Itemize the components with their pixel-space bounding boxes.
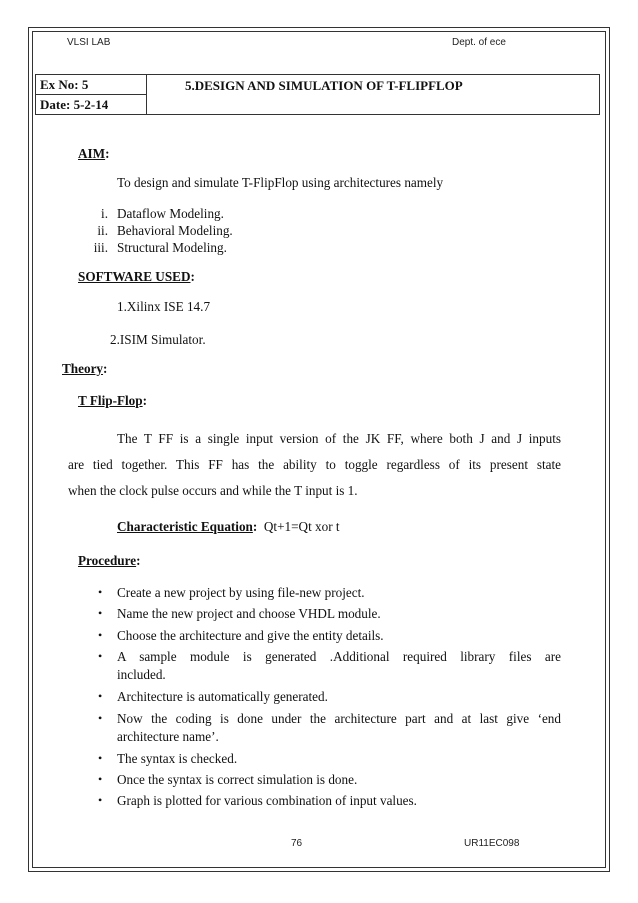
theory-heading: Theory [62, 361, 104, 376]
procedure-item: Once the syntax is correct simulation is done. [117, 772, 358, 787]
procedure-item: The syntax is checked. [117, 751, 238, 766]
theory-line: when the clock pulse occurs and while the T input is 1. [68, 483, 358, 498]
bullet-icon: • [98, 628, 103, 642]
page-number: 76 [291, 838, 303, 849]
bullet-icon: • [98, 585, 103, 599]
aim-item-num: ii. [97, 223, 108, 238]
aim-text: To design and simulate T-FlipFlop using architectures namely [117, 175, 444, 190]
software-item: 1.Xilinx ISE 14.7 [117, 299, 211, 314]
procedure-item: Create a new project by using file-new project. [117, 585, 365, 600]
procedure-item-cont: included. [117, 667, 166, 682]
char-eq-label: Characteristic Equation [117, 519, 253, 534]
theory-line: The T FF is a single input version of the JK FF, where both J and J inputs [117, 431, 561, 446]
theory-heading-wrap: Theory: [62, 361, 108, 376]
theory-line: are tied together. This FF has the ability to toggle regardless of its present state [68, 457, 561, 472]
experiment-header-table [35, 74, 600, 115]
aim-item-text: Behavioral Modeling. [117, 223, 233, 238]
footer-id: UR11EC098 [464, 838, 520, 849]
tff-heading: T Flip-Flop [78, 393, 143, 408]
aim-item-text: Structural Modeling. [117, 240, 227, 255]
aim-item-text: Dataflow Modeling. [117, 206, 224, 221]
tff-heading-wrap: T Flip-Flop: [78, 393, 148, 408]
procedure-item: Architecture is automatically generated. [117, 689, 328, 704]
procedure-heading-wrap: Procedure: [78, 553, 141, 568]
aim-heading-wrap: AIM: [78, 146, 110, 161]
procedure-heading: Procedure [78, 553, 137, 568]
procedure-item: Graph is plotted for various combination of input values. [117, 793, 417, 808]
bullet-icon: • [98, 649, 103, 663]
bullet-icon: • [98, 606, 103, 620]
date-cell: Date: 5-2-14 [36, 95, 147, 115]
procedure-item: Name the new project and choose VHDL module. [117, 606, 381, 621]
char-eq-value: Qt+1=Qt xor t [263, 519, 340, 534]
procedure-item: Now the coding is done under the architecture part and at last give ‘end [117, 711, 561, 726]
software-heading: SOFTWARE USED [78, 269, 191, 284]
software-item: 2.ISIM Simulator. [110, 332, 206, 347]
bullet-icon: • [98, 751, 103, 765]
aim-item-num: i. [101, 206, 108, 221]
header-dept: Dept. of ece [452, 37, 506, 48]
experiment-title: 5.DESIGN AND SIMULATION OF T-FLIPFLOP [147, 75, 600, 115]
procedure-item-cont: architecture name’. [117, 729, 219, 744]
bullet-icon: • [98, 772, 103, 786]
bullet-icon: • [98, 793, 103, 807]
bullet-icon: • [98, 711, 103, 725]
aim-item-num: iii. [93, 240, 108, 255]
characteristic-equation: Characteristic Equation: Qt+1=Qt xor t [117, 519, 340, 534]
procedure-item: Choose the architecture and give the entity details. [117, 628, 384, 643]
aim-heading: AIM [78, 146, 106, 161]
bullet-icon: • [98, 689, 103, 703]
ex-no-cell: Ex No: 5 [36, 75, 147, 95]
software-heading-wrap: SOFTWARE USED: [78, 269, 195, 284]
procedure-item: A sample module is generated .Additional required library files are [117, 649, 561, 664]
header-lab: VLSI LAB [67, 37, 111, 48]
